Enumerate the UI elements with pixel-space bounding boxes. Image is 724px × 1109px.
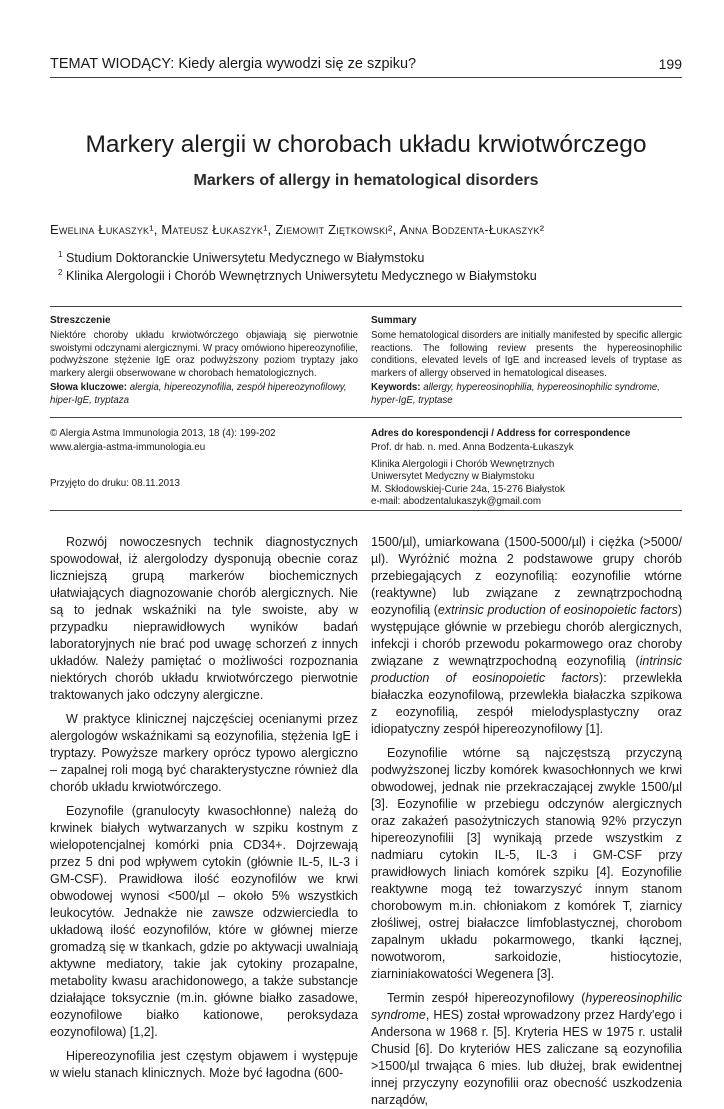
page-number: 199 (658, 56, 682, 72)
affiliation-mark: 1 (58, 250, 63, 259)
correspondence-heading: Adres do korespondencji / Address for correspondence (371, 428, 631, 439)
keywords-pl (50, 382, 358, 407)
journal-info (50, 428, 358, 490)
body-paragraph: W praktyce klinicznej najczęściej ocenianymi przez alergologów wskaźnikami są eozynofilia, stężenia IgE i tryptazy. Powyższe markery oprócz typowo alergiczno – zapalnej roli mogą być charakterystyczne również dla chorób układu krwiotwórczego. (50, 712, 358, 794)
correspondence-address-3: M. Skłodowskiej-Curie 24a, 15-276 Białystok (371, 483, 565, 495)
author-list: Ewelina Łukaszyk¹, Mateusz Łukaszyk¹, Ziemowit Ziętkowski², Anna Bodzenta-Łukaszyk² (50, 222, 545, 237)
keywords-en-list: allergy, hypereosinophilia, hypereosinophilic syndrome, hyper-IgE, tryptase (371, 382, 660, 406)
header-rule (50, 77, 682, 78)
abstract-en-heading: Summary (371, 315, 417, 326)
correspondence-name: Prof. dr hab. n. med. Anna Bodzenta-Łukaszyk (371, 442, 574, 454)
correspondence-email[interactable]: e-mail: abodzentalukaszyk@gmail.com (371, 496, 542, 508)
body-paragraph: Hipereozynofilia jest częstym objawem i występuje w wielu stanach klinicznych. Może być łagodna (600- (50, 1049, 358, 1080)
affiliation-mark: 2 (58, 268, 63, 277)
affiliation-2 (58, 268, 698, 283)
body-paragraph: Termin zespół hipereozynofilowy (hypereosinophilic syndrome, HES) został wprowadzony przez Hardy'ego i Andersona w 1968 r. [5]. Kryteria HES w 1975 r. ustalił Chusid [6]. Do kryteriów HES zaliczane są eozynofilia >1500/µl trwająca 6 mies. lub dłużej, brak ewidentnej innej przyczyny eozynofilii oraz obecność uszkodzenia narządów, (371, 991, 682, 1107)
keywords-pl-list: alergia, hipereozynofilia, zespół hipereozynofilowy, hiper-IgE, tryptaza (50, 382, 347, 406)
abstract-pl-text: Niektóre choroby układu krwiotwórczego objawiają się pierwotnie swoistymi odczynami alergicznymi. W pracy omówiono hipereozynofilie, podwyższone stężenie IgE oraz podwyższony poziom tryptazy jako markery alergii obserwowane w chorobach hematologicznych. (50, 330, 358, 379)
body-paragraph: 1500/µl), umiarkowana (1500-5000/µl) i ciężka (>5000/µl). Wyróżnić można 2 podstawowe grupy chorób przebiegających z eozynofilią: eozynofilie wtórne (reaktywne) lub związane z zewnątrzpochodną eozynofilią (extrinsic production of eosinopoietic factors) występujące głównie w przebiegu chorób alergicznych, infekcji i chorób przewodu pokarmowego oraz choroby związane z wewnątrzpochodną eozynofilią (intrinsic production of eosinopoietic factors): przewlekła białaczka eozynofilową, przewlekła białaczka szpikowa z eozynofilią, zespół mielodysplastyczny oraz idiopatyczny zespół hipereozynofilowy [1]. (371, 535, 682, 736)
affiliation-1 (58, 250, 698, 265)
affiliation-text: Studium Doktoranckie Uniwersytetu Medycznego w Białymstoku (65, 251, 425, 266)
article-subtitle: Markers of allergy in hematological disorders (193, 172, 539, 189)
abstract-bottom-rule (50, 417, 682, 418)
running-header (50, 56, 682, 72)
article-title: Markery alergii w chorobach układu krwiotwórczego (85, 131, 647, 158)
keywords-en-label: Keywords: (371, 382, 421, 394)
running-title: TEMAT WIODĄCY: Kiedy alergia wywodzi się ze szpiku? (50, 56, 417, 72)
body-paragraph: Eozynofile (granulocyty kwasochłonne) należą do krwinek białych wytwarzanych w szpiku kostnym z wielopotencjalnej komórki pnia CD34+. Dojrzewają przez 5 dni pod wpływem cytokin (głównie IL-5, IL-3 i GM-CSF). Prawidłowa ilość eozynofilów we krwi obwodowej wynosi <500/µl – około 5% wszystkich leukocytów. Jednakże nie zawsze odzwierciedla to układową ilość eozynofilów, które w głównej mierze gromadzą się w tkankach, gdzie po aktywacji uwalniają aktywne mediatory, takie jak cytokiny prozapalne, metabolity kwasu arachidonowego, a także substancje działające toksycznie (m.in. główne białko zasadowe, eozynofilowe białko kationowe, peroksydaza eozynofilowa) [1,2]. (50, 804, 358, 1039)
correspondence-block (371, 428, 682, 508)
body-paragraph: Eozynofilie wtórne są najczęstszą przyczyną podwyższonej liczby komórek kwasochłonnych we krwi obwodowej, jednak nie przekraczającej zwykle 1500/µl [3]. Eozynofilie w przebiegu odczynów alergicznych oraz zakażeń pasożytniczych stanowią 92% przyczyn hipereozynofilii [3] wynikają przede wszystkim z nadmiaru cytokin IL-5, IL-3 i GM-CSF przy prawidłowych liniach komórek szpiku [4]. Eozynofilie reaktywne mogą też towarzyszyć innym stanom chorobowym m.in. chłoniakom z komórek T, ziarnicy złośliwej, ostrej białaczce limfoblastycznej, chorobom zapalnym układu pokarmowego, tkanki łącznej, nowotworom, sarkoidozie, histiocytozie, ziarniniakowatości Wegenera [3]. (371, 746, 682, 981)
journal-citation: © Alergia Astma Immunologia 2013, 18 (4): 199-202 (50, 428, 276, 439)
body-column-left (50, 534, 358, 1082)
abstract-polish (50, 315, 358, 408)
keywords-pl-label: Słowa kluczowe: (50, 382, 127, 394)
body-column-right (371, 534, 682, 1109)
accepted-date: Przyjęto do druku: 08.11.2013 (50, 477, 180, 489)
keywords-en (371, 382, 682, 407)
affiliation-text: Klinika Alergologii i Chorób Wewnętrznych Uniwersytetu Medycznego w Białymstoku (65, 269, 537, 284)
correspondence-address-2: Uniwersytet Medyczny w Białymstoku (371, 471, 535, 483)
abstract-top-rule (50, 306, 682, 307)
abstract-english (371, 315, 682, 408)
journal-url[interactable]: www.alergia-astma-immunologia.eu (50, 442, 206, 454)
body-paragraph: Rozwój nowoczesnych technik diagnostycznych spowodował, iż alergolodzy dysponują obecnie coraz liczniejszą grupą markerów biochemicznych ułatwiających diagnozowanie chorób alergicznych. Nie są to jednak wskaźniki na tyle swoiste, aby w przypadku nieprawidłowych wyników badań laboratoryjnych nie brać pod uwagę schorzeń z innych układów. Należy pamiętać o możliwości rozpoznania niektórych chorób układu krwiotwórczego pierwotnie traktowanych jako odczyny alergiczne. (50, 535, 358, 702)
info-bottom-rule (50, 510, 682, 511)
correspondence-address-1: Klinika Alergologii i Chorób Wewnętrznych (371, 458, 555, 470)
abstract-pl-heading: Streszczenie (50, 315, 111, 326)
abstract-en-text: Some hematological disorders are initially manifested by specific allergic reactions. The following review presents the hypereosinophilic conditions, elevated levels of IgE and increased levels of tryptase as markers of allergy observed in hematological diseases. (371, 330, 682, 379)
